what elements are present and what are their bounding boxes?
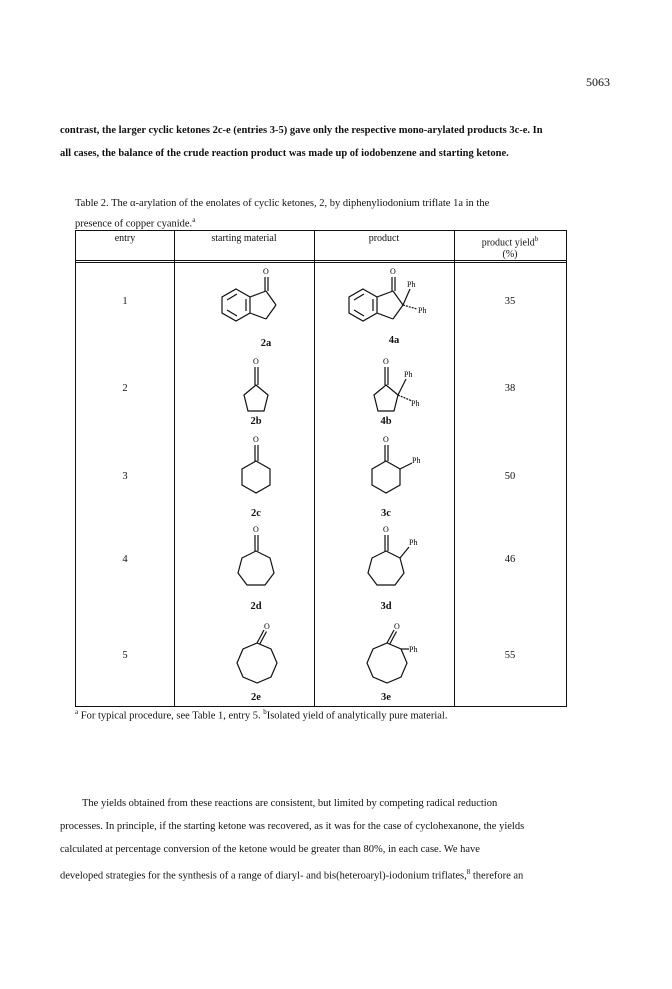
oxygen-label: O bbox=[253, 357, 259, 366]
entry-number: 5 bbox=[122, 650, 128, 661]
compound-label-4a: 4a bbox=[388, 335, 400, 346]
header-yield-footnote: b bbox=[534, 235, 539, 243]
footnote-a-marker: a bbox=[75, 708, 79, 716]
table-caption bbox=[75, 196, 595, 233]
oxygen-label: O bbox=[390, 267, 396, 276]
closing-paragraph bbox=[60, 792, 620, 888]
oxygen-label: O bbox=[383, 525, 389, 534]
header-yield-unit: (%) bbox=[502, 249, 518, 261]
phenyl-label: Ph bbox=[409, 645, 418, 654]
header-entry: entry bbox=[114, 233, 136, 244]
phenyl-label: Ph bbox=[409, 538, 418, 547]
structure-2c bbox=[226, 435, 286, 512]
intro-paragraph bbox=[60, 117, 620, 167]
oxygen-label: O bbox=[394, 622, 400, 631]
reference-marker: 8 bbox=[466, 868, 471, 876]
oxygen-label: O bbox=[253, 435, 259, 444]
compound-label-2d: 2d bbox=[250, 601, 262, 612]
yield-value: 50 bbox=[504, 471, 516, 482]
header-starting-material: starting material bbox=[211, 233, 277, 244]
compound-label-2b: 2b bbox=[250, 416, 262, 427]
intro-line-1: contrast, the larger cyclic ketones 2c-e (entries 3-5) gave only the respective mono-arylated products 3c-e. In bbox=[60, 125, 543, 136]
oxygen-label: O bbox=[383, 357, 389, 366]
yield-value: 46 bbox=[504, 554, 516, 565]
oxygen-label: O bbox=[253, 525, 259, 534]
phenyl-label: Ph bbox=[404, 370, 413, 379]
oxygen-label: O bbox=[264, 622, 270, 631]
phenyl-label: Ph bbox=[412, 456, 421, 465]
closing-line-1: The yields obtained from these reactions are consistent, but limited by competing radical reduction bbox=[82, 798, 498, 809]
closing-line-3: calculated at percentage conversion of the ketone would be greater than 80%, in each case. We have bbox=[60, 844, 480, 855]
intro-line-2: all cases, the balance of the crude reaction product was made up of iodobenzene and starting ketone. bbox=[60, 148, 509, 159]
compound-label-3d: 3d bbox=[380, 601, 392, 612]
footnote-a-text: For typical procedure, see Table 1, entry 5. bbox=[78, 710, 264, 722]
structure-2a bbox=[214, 267, 294, 342]
caption-line-2-text: presence of copper cyanide. bbox=[75, 218, 193, 230]
header-yield-text: product yield bbox=[481, 237, 535, 249]
closing-line-4 bbox=[60, 861, 620, 888]
page-number: 5063 bbox=[586, 75, 610, 89]
caption-footnote-marker: a bbox=[192, 216, 196, 224]
entry-number: 3 bbox=[122, 471, 128, 482]
compound-label-2e: 2e bbox=[251, 692, 261, 703]
phenyl-label: Ph bbox=[418, 306, 427, 315]
structure-2b bbox=[226, 357, 286, 422]
oxygen-label: O bbox=[383, 435, 389, 444]
compound-label-4b: 4b bbox=[380, 416, 392, 427]
structure-3d bbox=[354, 525, 438, 602]
compound-label-2c: 2c bbox=[251, 508, 261, 519]
closing-line-4a: developed strategies for the synthesis of a range of diaryl- and bis(heteroaryl)-iodonium triflates, bbox=[60, 870, 467, 882]
entry-number: 1 bbox=[122, 296, 128, 307]
footnote-b-text: Isolated yield of analytically pure material. bbox=[266, 710, 448, 722]
phenyl-label: Ph bbox=[407, 280, 416, 289]
header-product-yield bbox=[454, 233, 566, 261]
structure-3c bbox=[356, 435, 436, 512]
oxygen-label: O bbox=[263, 267, 269, 276]
yield-value: 35 bbox=[504, 296, 516, 307]
results-table bbox=[75, 230, 567, 707]
entry-number: 4 bbox=[122, 554, 128, 565]
phenyl-label: Ph bbox=[411, 399, 420, 408]
entry-number: 2 bbox=[122, 383, 128, 394]
yield-value: 38 bbox=[504, 383, 516, 394]
footnote-b-marker: b bbox=[263, 708, 267, 716]
header-product: product bbox=[368, 233, 400, 244]
structure-2d bbox=[224, 525, 288, 602]
compound-label-3e: 3e bbox=[381, 692, 391, 703]
closing-line-4b: therefore an bbox=[470, 870, 524, 882]
structure-4a bbox=[341, 267, 441, 342]
caption-line-1: Table 2. The α-arylation of the enolates of cyclic ketones, 2, by diphenyliodonium triflate 1a in the bbox=[75, 198, 490, 209]
yield-value: 55 bbox=[504, 650, 516, 661]
table-footnote bbox=[75, 708, 447, 722]
compound-label-2a: 2a bbox=[260, 338, 272, 349]
closing-line-2: processes. In principle, if the starting ketone was recovered, as it was for the case of cyclohexanone, the yields bbox=[60, 821, 525, 832]
table-header bbox=[76, 231, 566, 261]
structure-4b bbox=[356, 357, 436, 422]
compound-label-3c: 3c bbox=[381, 508, 391, 519]
